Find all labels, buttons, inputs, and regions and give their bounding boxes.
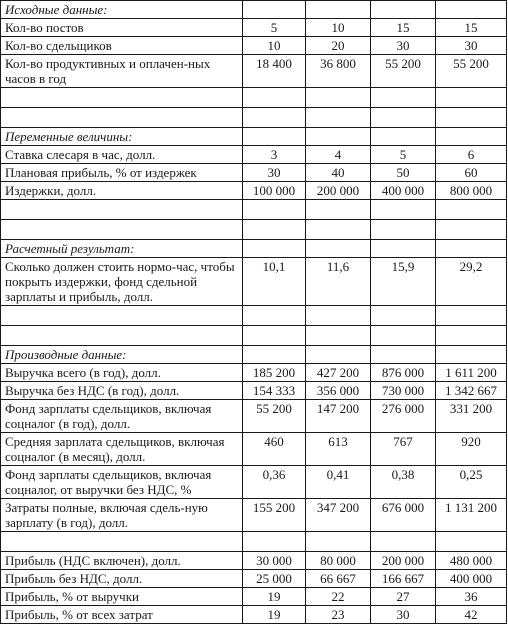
- empty-cell: [371, 326, 436, 346]
- value-cell: 676 000: [371, 499, 436, 532]
- table-row: [1, 182, 507, 200]
- value-cell: 25 000: [243, 570, 306, 588]
- row-label: Выручка без НДС (в год), долл.: [1, 382, 243, 400]
- section-header-row: [1, 240, 507, 258]
- empty-cell: [371, 306, 436, 326]
- value-cell: 36 800: [306, 55, 371, 88]
- empty-cell: [306, 88, 371, 108]
- value-cell: 1 131 200: [436, 499, 507, 532]
- empty-cell: [1, 306, 243, 326]
- empty-cell: [306, 220, 371, 240]
- row-label: Фонд зарплаты сдельщиков, включая соцналог (в год), долл.: [1, 400, 243, 433]
- row-label: Издержки, долл.: [1, 182, 243, 200]
- empty-cell: [243, 128, 306, 146]
- row-label: Затраты полные, включая сдель-ную зарплату (в год), долл.: [1, 499, 243, 532]
- table-row: [1, 552, 507, 570]
- empty-cell: [436, 220, 507, 240]
- value-cell: 29,2: [436, 258, 507, 306]
- empty-cell: [306, 326, 371, 346]
- value-cell: 200 000: [371, 552, 436, 570]
- value-cell: 356 000: [306, 382, 371, 400]
- value-cell: 154 333: [243, 382, 306, 400]
- value-cell: 730 000: [371, 382, 436, 400]
- row-label: Фонд зарплаты сдельщиков, включая соцналог, от выручки без НДС, %: [1, 466, 243, 499]
- empty-cell: [436, 346, 507, 364]
- row-label: Ставка слесаря в час, долл.: [1, 146, 243, 164]
- value-cell: 1 342 667: [436, 382, 507, 400]
- table-row: [1, 466, 507, 499]
- value-cell: 30: [371, 37, 436, 55]
- empty-cell: [1, 326, 243, 346]
- value-cell: 147 200: [306, 400, 371, 433]
- row-label: Прибыль без НДС, долл.: [1, 570, 243, 588]
- row-label: Сколько должен стоить нормо-час, чтобы покрыть издержки, фонд сдельной зарплаты и прибыль, долл.: [1, 258, 243, 306]
- row-label: Выручка всего (в год), долл.: [1, 364, 243, 382]
- value-cell: 15: [436, 19, 507, 37]
- value-cell: 166 667: [371, 570, 436, 588]
- value-cell: 20: [306, 37, 371, 55]
- value-cell: 920: [436, 433, 507, 466]
- table-row: [1, 258, 507, 306]
- empty-cell: [243, 532, 306, 552]
- value-cell: 427 200: [306, 364, 371, 382]
- value-cell: 10: [243, 37, 306, 55]
- table-row: [1, 499, 507, 532]
- value-cell: 19: [243, 588, 306, 606]
- empty-cell: [306, 128, 371, 146]
- empty-cell: [371, 200, 436, 220]
- table-row: [1, 146, 507, 164]
- empty-cell: [371, 88, 436, 108]
- value-cell: 1 611 200: [436, 364, 507, 382]
- value-cell: 50: [371, 164, 436, 182]
- empty-cell: [436, 200, 507, 220]
- empty-cell: [371, 240, 436, 258]
- value-cell: 11,6: [306, 258, 371, 306]
- value-cell: 30 000: [243, 552, 306, 570]
- section-title: Расчетный результат:: [1, 240, 243, 258]
- value-cell: 27: [371, 588, 436, 606]
- value-cell: 42: [436, 606, 507, 624]
- empty-cell: [371, 346, 436, 364]
- value-cell: 55 200: [436, 55, 507, 88]
- empty-cell: [436, 88, 507, 108]
- table-row: [1, 588, 507, 606]
- empty-cell: [306, 306, 371, 326]
- spacer-row: [1, 306, 507, 326]
- value-cell: 4: [306, 146, 371, 164]
- value-cell: 6: [436, 146, 507, 164]
- empty-cell: [1, 532, 243, 552]
- value-cell: 30: [243, 164, 306, 182]
- table-row: [1, 164, 507, 182]
- value-cell: 66 667: [306, 570, 371, 588]
- section-title: Исходные данные:: [1, 1, 243, 19]
- empty-cell: [243, 88, 306, 108]
- value-cell: 100 000: [243, 182, 306, 200]
- row-label: Плановая прибыль, % от издержек: [1, 164, 243, 182]
- empty-cell: [306, 346, 371, 364]
- section-header-row: [1, 1, 507, 19]
- table-row: [1, 400, 507, 433]
- table-row: [1, 606, 507, 624]
- section-title: Производные данные:: [1, 346, 243, 364]
- section-title: Переменные величины:: [1, 128, 243, 146]
- empty-cell: [1, 200, 243, 220]
- empty-cell: [436, 1, 507, 19]
- table-row: [1, 37, 507, 55]
- empty-cell: [436, 108, 507, 128]
- table-row: [1, 570, 507, 588]
- row-label: Средняя зарплата сдельщиков, включая соцналог (в месяц), долл.: [1, 433, 243, 466]
- value-cell: 0,36: [243, 466, 306, 499]
- row-label: Кол-во сдельщиков: [1, 37, 243, 55]
- value-cell: 10,1: [243, 258, 306, 306]
- value-cell: 60: [436, 164, 507, 182]
- value-cell: 0,25: [436, 466, 507, 499]
- spacer-row: [1, 88, 507, 108]
- empty-cell: [371, 128, 436, 146]
- empty-cell: [243, 306, 306, 326]
- value-cell: 40: [306, 164, 371, 182]
- spacer-row: [1, 108, 507, 128]
- value-cell: 22: [306, 588, 371, 606]
- value-cell: 0,38: [371, 466, 436, 499]
- empty-cell: [243, 346, 306, 364]
- empty-cell: [371, 108, 436, 128]
- section-header-row: [1, 346, 507, 364]
- empty-cell: [436, 306, 507, 326]
- spacer-row: [1, 532, 507, 552]
- value-cell: 18 400: [243, 55, 306, 88]
- section-header-row: [1, 128, 507, 146]
- empty-cell: [243, 220, 306, 240]
- value-cell: 30: [436, 37, 507, 55]
- value-cell: 613: [306, 433, 371, 466]
- value-cell: 23: [306, 606, 371, 624]
- value-cell: 0,41: [306, 466, 371, 499]
- row-label: Прибыль, % от всех затрат: [1, 606, 243, 624]
- value-cell: 331 200: [436, 400, 507, 433]
- empty-cell: [371, 1, 436, 19]
- table-row: [1, 433, 507, 466]
- empty-cell: [371, 220, 436, 240]
- table-row: [1, 364, 507, 382]
- value-cell: 155 200: [243, 499, 306, 532]
- value-cell: 876 000: [371, 364, 436, 382]
- empty-cell: [243, 200, 306, 220]
- value-cell: 80 000: [306, 552, 371, 570]
- value-cell: 767: [371, 433, 436, 466]
- value-cell: 400 000: [371, 182, 436, 200]
- value-cell: 347 200: [306, 499, 371, 532]
- empty-cell: [436, 326, 507, 346]
- table-row: [1, 19, 507, 37]
- empty-cell: [306, 200, 371, 220]
- value-cell: 5: [243, 19, 306, 37]
- empty-cell: [371, 532, 436, 552]
- empty-cell: [1, 88, 243, 108]
- value-cell: 400 000: [436, 570, 507, 588]
- empty-cell: [1, 220, 243, 240]
- empty-cell: [436, 128, 507, 146]
- empty-cell: [243, 240, 306, 258]
- value-cell: 15,9: [371, 258, 436, 306]
- spacer-row: [1, 200, 507, 220]
- value-cell: 800 000: [436, 182, 507, 200]
- value-cell: 276 000: [371, 400, 436, 433]
- value-cell: 480 000: [436, 552, 507, 570]
- value-cell: 19: [243, 606, 306, 624]
- spacer-row: [1, 326, 507, 346]
- value-cell: 3: [243, 146, 306, 164]
- spacer-row: [1, 220, 507, 240]
- value-cell: 15: [371, 19, 436, 37]
- value-cell: 10: [306, 19, 371, 37]
- empty-cell: [306, 1, 371, 19]
- value-cell: 55 200: [371, 55, 436, 88]
- value-cell: 36: [436, 588, 507, 606]
- table-body: [1, 1, 507, 624]
- row-label: Прибыль (НДС включен), долл.: [1, 552, 243, 570]
- empty-cell: [1, 108, 243, 128]
- empty-cell: [243, 1, 306, 19]
- row-label: Кол-во постов: [1, 19, 243, 37]
- empty-cell: [306, 108, 371, 128]
- row-label: Прибыль, % от выручки: [1, 588, 243, 606]
- value-cell: 5: [371, 146, 436, 164]
- value-cell: 30: [371, 606, 436, 624]
- empty-cell: [306, 240, 371, 258]
- value-cell: 185 200: [243, 364, 306, 382]
- empty-cell: [436, 532, 507, 552]
- value-cell: 200 000: [306, 182, 371, 200]
- row-label: Кол-во продуктивных и оплачен-ных часов в год: [1, 55, 243, 88]
- empty-cell: [306, 532, 371, 552]
- empty-cell: [243, 108, 306, 128]
- table-row: [1, 382, 507, 400]
- value-cell: 55 200: [243, 400, 306, 433]
- table-row: [1, 55, 507, 88]
- value-cell: 460: [243, 433, 306, 466]
- empty-cell: [243, 326, 306, 346]
- empty-cell: [436, 240, 507, 258]
